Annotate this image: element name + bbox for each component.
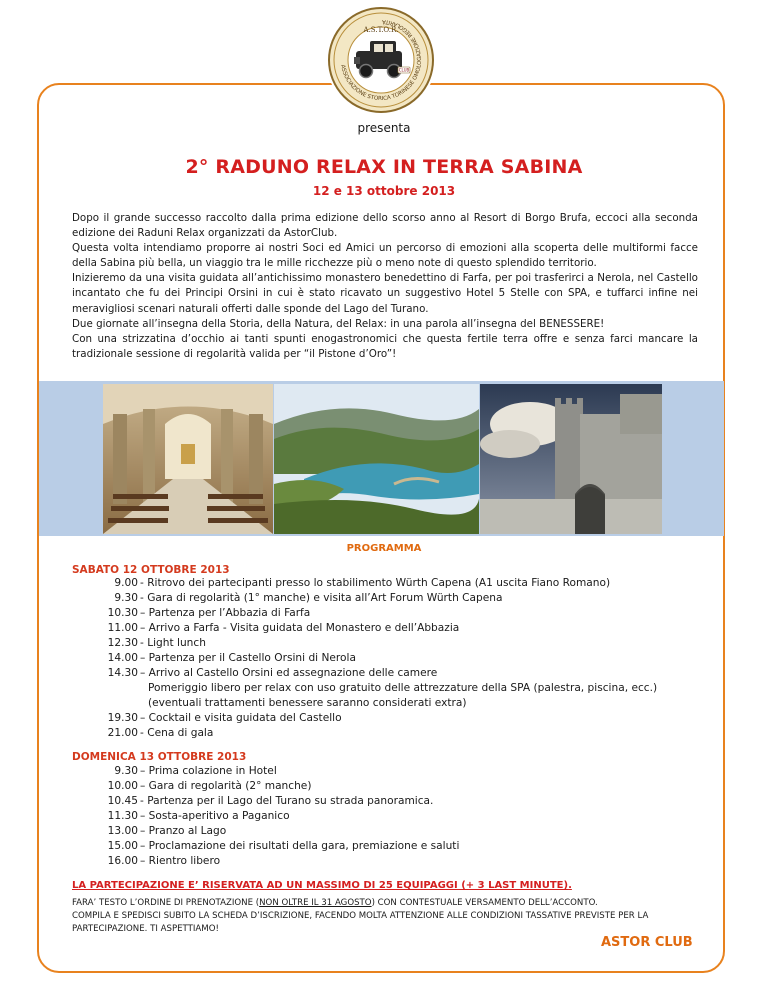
schedule-row <box>72 606 712 621</box>
note-deadline: NON OLTRE IL 31 AGOSTO <box>259 898 372 908</box>
astor-club-logo <box>326 5 436 115</box>
abbey-interior-photo <box>103 384 273 534</box>
schedule-note: (eventuali trattamenti benessere saranno considerati extra) <box>148 697 467 709</box>
schedule-row <box>72 591 712 606</box>
sunday-schedule <box>72 764 712 869</box>
schedule-activity: – Prima colazione in Hotel <box>140 765 277 777</box>
programma-heading: PROGRAMMA <box>346 543 422 554</box>
schedule-activity: – Rientro libero <box>140 855 221 867</box>
schedule-activity: – Partenza per il Castello Orsini di Nerola <box>140 652 356 664</box>
schedule-row <box>72 809 712 824</box>
car-emblem-icon <box>326 5 436 115</box>
schedule-activity: – Gara di regolarità (2° manche) <box>140 780 312 792</box>
schedule-activity: – Sosta-aperitivo a Paganico <box>140 810 290 822</box>
event-dates: 12 e 13 ottobre 2013 <box>312 184 456 198</box>
schedule-time: 12.30 <box>107 637 138 649</box>
schedule-time: 13.00 <box>107 825 138 837</box>
schedule-activity: - Light lunch <box>140 637 206 649</box>
intro-paragraph: Questa volta intendiamo proporre ai nostri Soci ed Amici un percorso di emozioni alla scoperta delle multiformi facce della Sabina più bella, un viaggio tra le mille ricchezze più o meno note di questo splendido territorio. <box>72 242 698 270</box>
intro-text <box>72 211 698 362</box>
schedule-note: Pomeriggio libero per relax con uso gratuito delle attrezzature della SPA (palestra, piscina, ecc.) <box>148 682 658 694</box>
intro-paragraph: Inizieremo da una visita guidata all’antichissimo monastero benedettino di Farfa, per poi trasferirci a Nerola, nel Castello incantato che fu dei Principi Orsini in cui è stato ricavato un suggestivo Hotel 5 Stelle con SPA, e tuffarci infine nei meravigliosi scenari naturali offerti dalle sponde del Lago del Turano. <box>72 272 698 315</box>
schedule-time: 15.00 <box>107 840 138 852</box>
schedule-time: 21.00 <box>107 727 138 739</box>
saturday-heading: SABATO 12 OTTOBRE 2013 <box>72 564 230 576</box>
signature: ASTOR CLUB <box>601 935 693 950</box>
event-title: 2° RADUNO RELAX IN TERRA SABINA <box>185 156 583 178</box>
note-suffix: ) CON CONTESTUALE VERSAMENTO DELL’ACCONTO. <box>371 898 598 908</box>
schedule-time: 14.00 <box>107 652 138 664</box>
schedule-time: 11.30 <box>107 810 138 822</box>
intro-paragraph: Dopo il grande successo raccolto dalla prima edizione dello scorso anno al Resort di Borgo Brufa, eccoci alla seconda edizione dei Raduni Relax organizzati da AstorClub. <box>72 212 698 240</box>
schedule-row <box>72 854 712 869</box>
schedule-row <box>72 839 712 854</box>
intro-paragraph: Con una strizzatina d’occhio ai tanti spunti enogastronomici che questa fertile terra offre e senza farci mancare la tradizionale sessione di regolarità valida per “il Pistone d’Oro”! <box>72 332 698 360</box>
schedule-activity: – Partenza per l’Abbazia di Farfa <box>140 607 311 619</box>
schedule-time: 19.30 <box>107 712 138 724</box>
schedule-time: 9.30 <box>114 592 138 604</box>
schedule-row <box>72 711 712 726</box>
schedule-row <box>72 779 712 794</box>
schedule-activity: – Cocktail e visita guidata del Castello <box>140 712 342 724</box>
schedule-time: 9.30 <box>114 765 138 777</box>
schedule-row <box>72 576 712 591</box>
schedule-activity: – Pranzo al Lago <box>140 825 227 837</box>
schedule-time: 9.00 <box>114 577 138 589</box>
schedule-row <box>72 621 712 636</box>
schedule-activity: - Cena di gala <box>140 727 214 739</box>
schedule-row <box>72 824 712 839</box>
schedule-time: 14.30 <box>107 667 138 679</box>
note-line2: COMPILA E SPEDISCI SUBITO LA SCHEDA D’ISCRIZIONE, FACENDO MOLTA ATTENZIONE ALLE CONDIZIONI TASSATIVE PREVISTE PER LA PARTECIPAZIONE. TI ASPETTIAMO! <box>72 911 649 934</box>
castello-orsini-photo <box>480 384 662 534</box>
schedule-row <box>72 651 712 666</box>
schedule-time: 10.00 <box>107 780 138 792</box>
schedule-activity: - Gara di regolarità (1° manche) e visita all’Art Forum Würth Capena <box>140 592 503 604</box>
schedule-activity: – Arrivo a Farfa - Visita guidata del Monastero e dell’Abbazia <box>140 622 460 634</box>
schedule-time: 10.30 <box>107 607 138 619</box>
logo-badge: CLUB <box>398 67 410 73</box>
schedule-time: 16.00 <box>107 855 138 867</box>
saturday-schedule <box>72 576 712 741</box>
presenta-label: presenta <box>357 121 411 135</box>
schedule-activity: - Ritrovo dei partecipanti presso lo stabilimento Würth Capena (A1 uscita Fiano Romano) <box>140 577 611 589</box>
schedule-activity: - Partenza per il Lago del Turano su strada panoramica. <box>140 795 434 807</box>
note-prefix: FARA’ TESTO L’ORDINE DI PRENOTAZIONE ( <box>72 898 260 908</box>
schedule-row <box>72 636 712 651</box>
schedule-row <box>72 726 712 741</box>
logo-top-text: A.S.T.O.R. <box>363 26 399 34</box>
schedule-activity: – Arrivo al Castello Orsini ed assegnazione delle camere <box>140 667 438 679</box>
booking-note <box>72 897 702 936</box>
lake-turano-photo <box>274 384 479 534</box>
participation-warning: LA PARTECIPAZIONE E’ RISERVATA AD UN MASSIMO DI 25 EQUIPAGGI (+ 3 LAST MINUTE). <box>72 880 572 891</box>
schedule-time: 11.00 <box>107 622 138 634</box>
sunday-heading: DOMENICA 13 OTTOBRE 2013 <box>72 751 247 763</box>
intro-paragraph: Due giornate all’insegna della Storia, della Natura, del Relax: in una parola all’insegna del BENESSERE! <box>72 317 605 330</box>
schedule-row <box>72 666 712 681</box>
logo-ring-text: ASSOCIAZIONE STORICA TORINESE OMOLOGAZIONE REGOLARITÀ <box>339 17 424 103</box>
schedule-time: 10.45 <box>107 795 138 807</box>
schedule-row <box>72 794 712 809</box>
schedule-activity: – Proclamazione dei risultati della gara, premiazione e saluti <box>140 840 460 852</box>
schedule-row <box>72 764 712 779</box>
